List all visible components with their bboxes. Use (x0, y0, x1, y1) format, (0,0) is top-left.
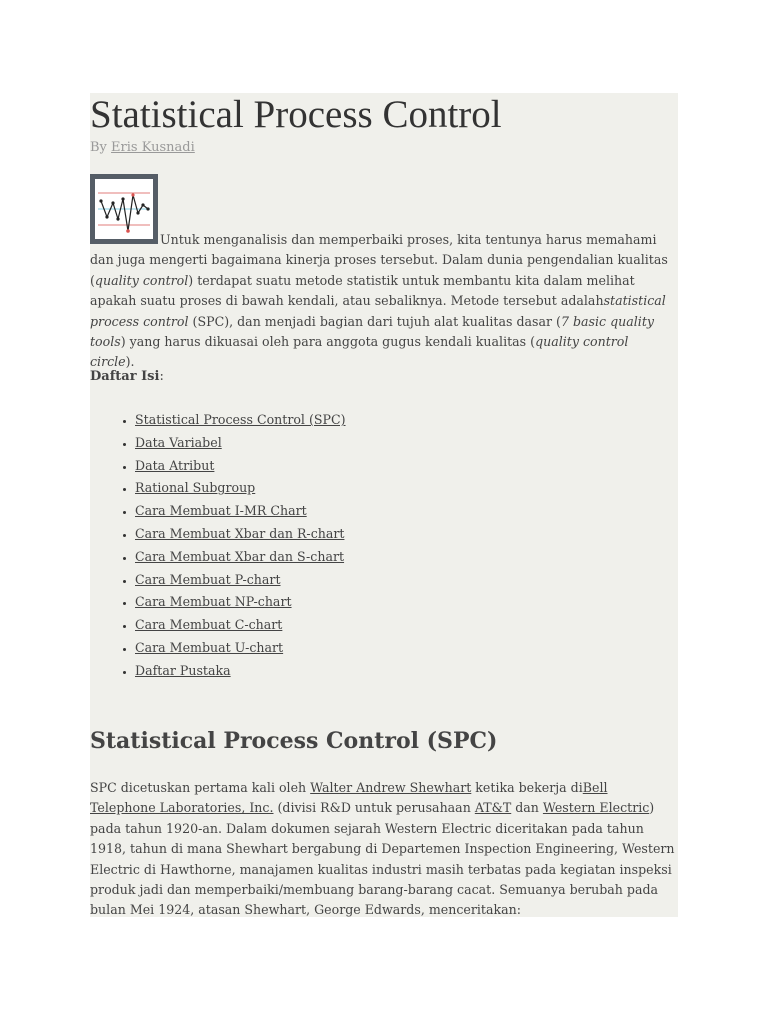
toc-item (135, 546, 346, 569)
toc-link[interactable]: Cara Membuat U-chart (135, 639, 284, 655)
toc-item (135, 432, 346, 455)
toc-link[interactable]: Cara Membuat C-chart (135, 617, 283, 633)
toc-item (135, 614, 346, 637)
intro-text: Untuk menganalisis dan memperbaiki proses, kita tentunya harus memahami dan juga mengerti bagaimana kinerja proses tersebut. Dalam dunia pengendalian kualitas ( (90, 232, 668, 288)
toc-item (135, 660, 346, 683)
toc-item (135, 591, 346, 614)
att-link[interactable]: AT&T (474, 800, 512, 816)
section-text: SPC dicetuskan pertama kali oleh (90, 780, 311, 795)
toc-item (135, 409, 346, 432)
page-title: Statistical Process Control (90, 93, 502, 136)
intro-text: ). (125, 354, 135, 370)
intro-emphasis: statistical process control (90, 293, 666, 329)
toc-link[interactable]: Statistical Process Control (SPC) (135, 412, 346, 427)
toc-item (135, 523, 346, 546)
toc-link[interactable]: Cara Membuat I-MR Chart (135, 503, 307, 519)
intro-emphasis: quality control (94, 272, 189, 288)
intro-paragraph (90, 230, 675, 373)
intro-text: ) yang harus dikuasai oleh para anggota gugus kendali kualitas ( (120, 334, 536, 350)
toc-link[interactable]: Data Atribut (135, 457, 215, 473)
toc-link[interactable]: Cara Membuat Xbar dan S-chart (135, 548, 345, 564)
intro-text: (SPC), dan menjadi bagian dari tujuh alat kualitas dasar ( (188, 313, 561, 329)
toc-heading-label: Daftar Isi (90, 369, 160, 384)
toc-link[interactable]: Cara Membuat P-chart (135, 571, 281, 587)
toc-item (135, 500, 346, 523)
toc-link[interactable]: Cara Membuat Xbar dan R-chart (135, 525, 345, 541)
toc-item (135, 569, 346, 592)
table-of-contents (100, 409, 346, 683)
intro-emphasis: 7 basic quality tools (90, 313, 654, 350)
section-text: ketika bekerja di (471, 780, 583, 795)
bell-labs-link[interactable]: Bell Telephone Laboratories, Inc. (90, 780, 608, 816)
western-electric-link[interactable]: Western Electric (542, 800, 650, 816)
toc-item (135, 455, 346, 478)
toc-item (135, 637, 346, 660)
toc-link[interactable]: Cara Membuat NP-chart (135, 594, 292, 610)
toc-item (135, 477, 346, 500)
toc-link[interactable]: Data Variabel (135, 434, 222, 450)
section-text: ) pada tahun 1920-an. Dalam dokumen sejarah Western Electric diceritakan pada tahun 1918, tahun di mana Shewhart bergabung di Departemen Inspection Engineering, Western Electric di Hawthorne, manajamen kualitas industri masih terbatas pada kegiatan inspeksi produk jadi dan memperbaiki/membuang barang-barang cacat. Semuanya berubah pada bulan Mei 1924, atasan Shewhart, George Edwards, menceritakan: (90, 800, 675, 918)
toc-link[interactable]: Rational Subgroup (135, 480, 256, 496)
author-link[interactable]: Eris Kusnadi (111, 140, 195, 155)
toc-link[interactable]: Daftar Pustaka (135, 662, 231, 678)
intro-text: ) terdapat suatu metode statistik untuk membantu kita dalam melihat apakah suatu proses di bawah kendali, atau sebaliknya. Metode tersebut adalah (90, 272, 635, 309)
section-heading: Statistical Process Control (SPC) (90, 728, 498, 754)
toc-heading (90, 369, 164, 384)
section-text: dan (511, 800, 543, 816)
shewhart-link[interactable]: Walter Andrew Shewhart (310, 780, 472, 795)
by-label: By (90, 140, 107, 155)
intro-emphasis: quality control circle (90, 334, 629, 370)
section-text: (divisi R&D untuk perusahaan (273, 800, 475, 816)
section-paragraph (90, 778, 675, 921)
byline (90, 140, 195, 155)
toc-heading-colon: : (159, 369, 164, 384)
